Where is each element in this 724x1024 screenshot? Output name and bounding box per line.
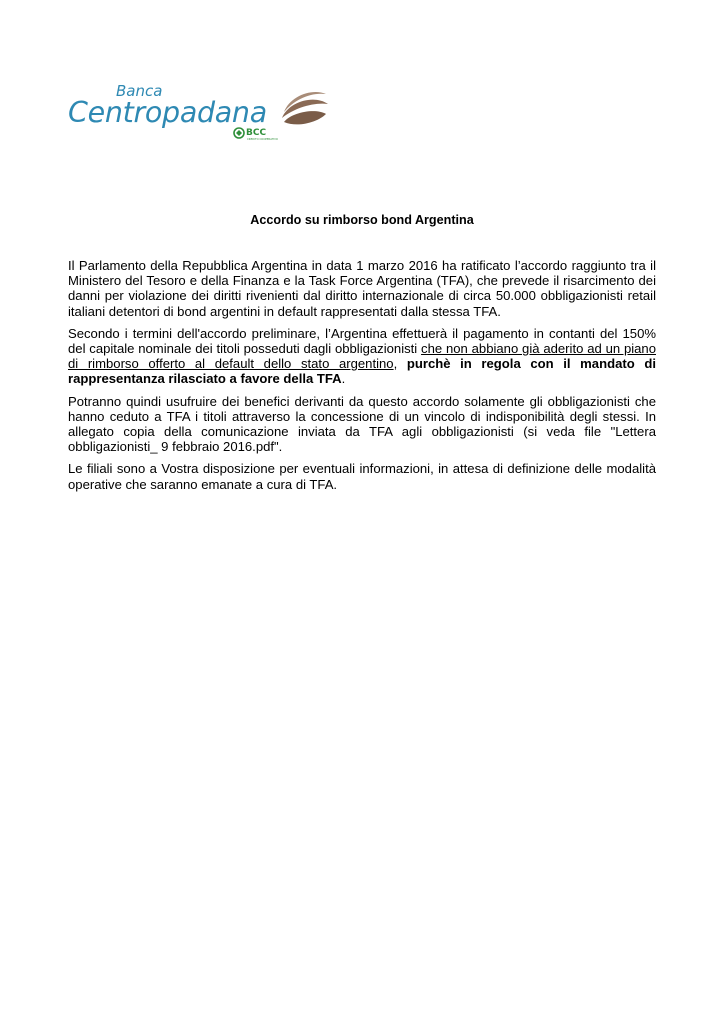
paragraph-2-text-1: Secondo i termini dell'accordo preliminare, l’Argentina effettuerà il pagamento in contanti del 150% del capitale nominale dei titoli posseduti dagli obbligazionisti (68, 325, 656, 357)
bcc-mark-icon (234, 128, 244, 138)
logo-bcc-subtext: CREDITO COOPERATIVO (247, 138, 278, 141)
paragraph-2-text-3: . (341, 371, 346, 387)
bank-logo-graphic (68, 80, 330, 142)
logo-bcc-text: BCC (246, 128, 267, 138)
document-body (68, 258, 656, 499)
paragraph-2 (68, 326, 656, 387)
bank-logo (68, 80, 330, 142)
paragraph-2-bold-text: purchè in regola con il mandato di rappresentanza rilasciato a favore della TFA (68, 356, 656, 387)
logo-bank-word: Banca (116, 82, 163, 100)
paragraph-2-underlined-text: che non abbiano già aderito ad un piano di rimborso offerto al default dello stato argentino (68, 341, 656, 372)
logo-name-word: Centropadana (68, 96, 267, 129)
document-title: Accordo su rimborso bond Argentina (250, 213, 474, 227)
swoosh-emblem-icon (282, 92, 328, 124)
paragraph-3: Potranno quindi usufruire dei benefici derivanti da questo accordo solamente gli obbligazionisti che hanno ceduto a TFA i titoli attraverso la concessione di un vincolo di indisponibilità degli stessi. In allegato copia della comunicazione inviata da TFA agli obbligazionisti (si veda file "Lettera obbligazionisti_ 9 febbraio 2016.pdf". (68, 393, 656, 455)
paragraph-1: Il Parlamento della Repubblica Argentina in data 1 marzo 2016 ha ratificato l’accordo raggiunto tra il Ministero del Tesoro e della Finanza e la Task Force Argentina (TFA), che prevede il risarcimento dei danni per violazione dei diritti rivenienti dal diritto internazionale di circa 50.000 obbligazionisti retail italiani detentori di bond argentini in default rappresentati dalla stessa TFA. (68, 258, 656, 319)
paragraph-2-text-2: , (393, 356, 407, 372)
paragraph-4: Le filiali sono a Vostra disposizione per eventuali informazioni, in attesa di definizione delle modalità operative che saranno emanate a cura di TFA. (68, 461, 656, 492)
